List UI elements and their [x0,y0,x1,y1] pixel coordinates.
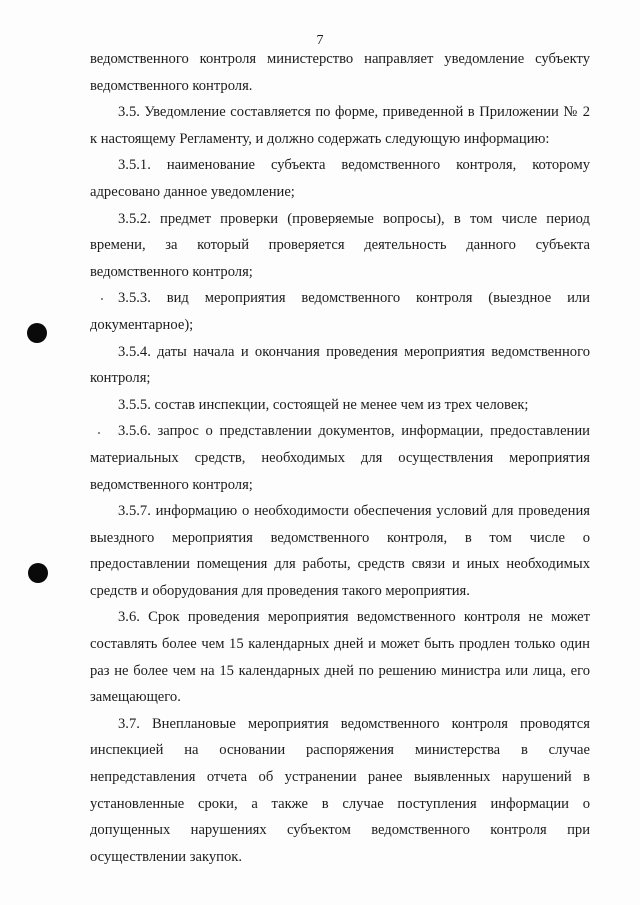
punch-hole-icon [27,323,47,343]
paragraph-3-5-1: 3.5.1. наименование субъекта ведомственного контроля, которому адресовано данное уведомление; [90,157,590,200]
paragraph-3-5-2: 3.5.2. предмет проверки (проверяемые вопросы), в том числе период времени, за который проверяется деятельность данного субъекта ведомственного контроля; [90,210,590,280]
punch-hole-icon [28,563,48,583]
paragraph-3-6: 3.6. Срок проведения мероприятия ведомственного контроля не может составлять более чем 15 календарных дней и может быть продлен только один раз не более чем на 15 календарных дней по решению министра или лица, его замещающего. [90,609,590,706]
body-text [90,46,590,870]
paragraph-3-5-4: 3.5.4. даты начала и окончания проведения мероприятия ведомственного контроля; [90,343,590,387]
paragraph-3-5-5: 3.5.5. состав инспекции, состоящей не менее чем из трех человек; [118,396,529,413]
paragraph-3-5: 3.5. Уведомление составляется по форме, приведенной в Приложении № 2 к настоящему Регламенту, и должно содержать следующую информацию: [90,104,590,147]
paragraph-3-5-3: 3.5.3. вид мероприятия ведомственного контроля (выездное или документарное); [90,290,590,333]
paragraph-3-5-6: 3.5.6. запрос о представлении документов, информации, предоставлении материальных средств, необходимых для осуществления мероприятия ведомственного контроля; [90,423,590,493]
page-number: 7 [316,33,324,48]
paragraph-3-5-7: 3.5.7. информацию о необходимости обеспечения условий для проведения выездного мероприятия ведомственного контроля, в том числе о предоставлении помещения для работы, средств связи и иных необходимых средств и оборудования для проведения такого мероприятия. [90,503,590,599]
paragraph-continuation: ведомственного контроля министерство направляет уведомление субъекту ведомственного контроля. [90,51,590,94]
paragraph-3-7: 3.7. Внеплановые мероприятия ведомственного контроля проводятся инспекцией на основании распоряжения министерства в случае непредставления отчета об устранении ранее выявленных нарушений в установленные сроки, а также в случае поступления информации о допущенных нарушениях субъектом ведомственного контроля при осуществлении закупок. [90,715,590,865]
